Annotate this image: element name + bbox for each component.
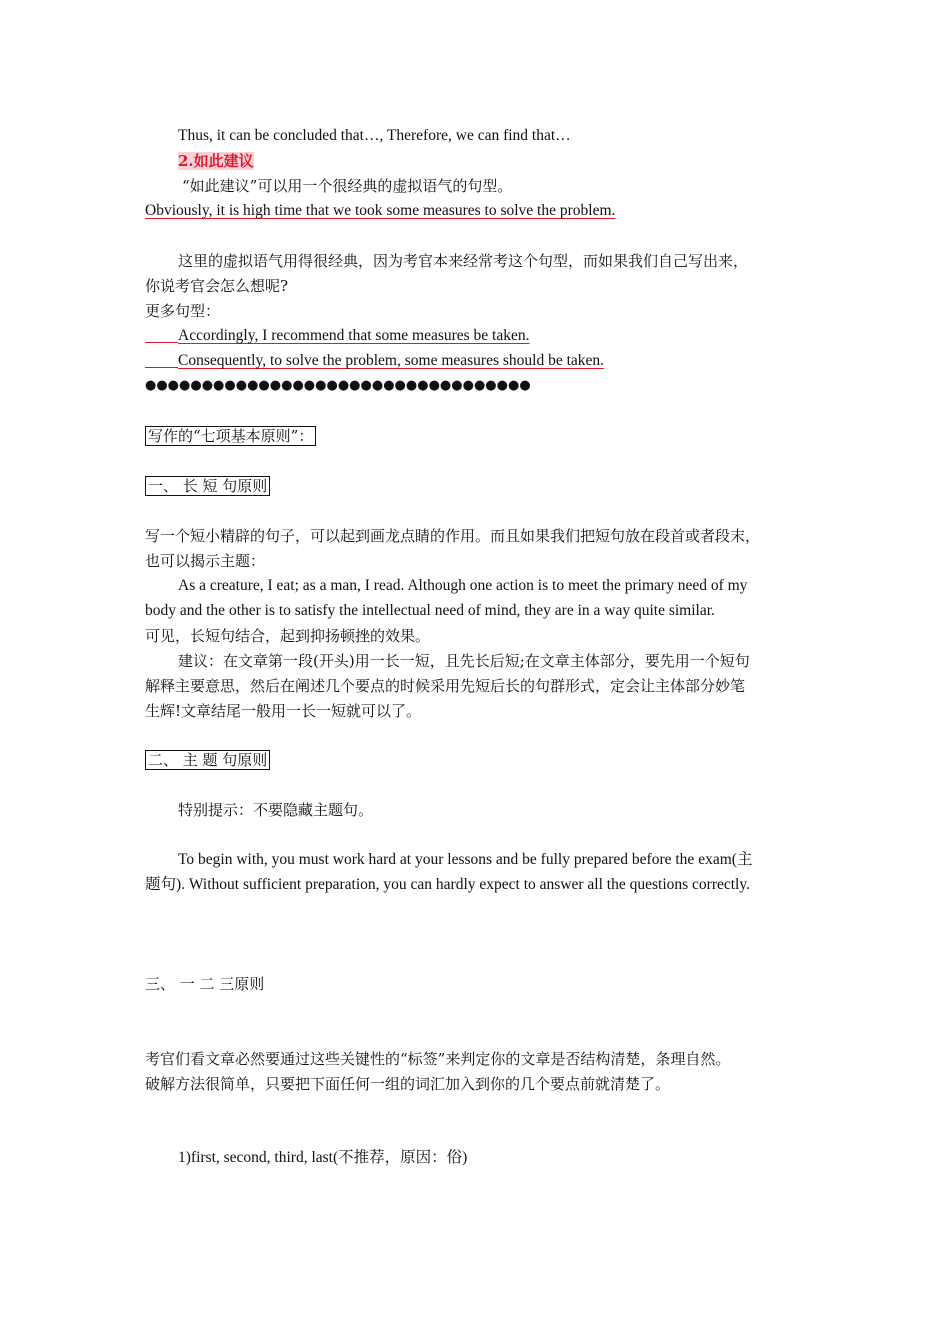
principle-2-title: [145, 750, 270, 770]
principle-1-conclusion: 可见，长短句结合，起到抑扬顿挫的效果。: [145, 627, 431, 645]
dot-separator: ●●●●●●●●●●●●●●●●●●●●●●●●●●●●●●●●●●: [145, 378, 531, 393]
suggestion-intro: “如此建议”可以用一个很经典的虚拟语气的句型。: [182, 177, 513, 195]
principle-3-text-2: 破解方法很简单，只要把下面任何一组的词汇加入到你的几个要点前就清楚了。: [145, 1075, 671, 1093]
principle-1-text-1: 写一个短小精辟的句子，可以起到画龙点睛的作用。而且如果我们把短句放在段首或者段末，: [145, 527, 761, 545]
explanation-line-1: 这里的虚拟语气用得很经典，因为考官本来经常考这个句型，而如果我们自己写出来，: [178, 252, 749, 270]
seven-principles-title: [145, 426, 316, 446]
principle-2-example-2: 题句). Without sufficient preparation, you can hardly expect to answer all the questions correctly.: [145, 876, 750, 893]
more-patterns-label: 更多句型：: [145, 302, 221, 320]
pattern-accordingly-text: Accordingly, I recommend that some measures be taken.: [178, 327, 530, 344]
principle-2-example-1: To begin with, you must work hard at your lessons and be fully prepared before the exam(主: [178, 851, 753, 868]
principle-1-text-2: 也可以揭示主题：: [145, 552, 266, 570]
example-sentence-high-time: [145, 201, 615, 221]
pattern-accordingly: [145, 326, 530, 346]
principle-3-text-1: 考官们看文章必然要通过这些关键性的“标签”来判定你的文章是否结构清楚，条理自然。: [145, 1050, 731, 1068]
principle-2-tip: 特别提示：不要隐藏主题句。: [178, 801, 374, 819]
example-sentence-text: Obviously, it is high time that we took some measures to solve the problem.: [145, 202, 616, 219]
principle-1-advice-3: 生辉!文章结尾一般用一长一短就可以了。: [145, 702, 422, 720]
principle-2-box: 二、 主 题 句原则: [145, 750, 270, 770]
section-heading-text: 2.如此建议: [178, 152, 254, 170]
principle-1-advice-2: 解释主要意思，然后在阐述几个要点的时候采用先短后长的句群形式，定会让主体部分妙笔: [145, 677, 746, 695]
principle-1-example-1: As a creature, I eat; as a man, I read. Although one action is to meet the primary need of my: [178, 577, 748, 594]
principle-1-advice-1: 建议：在文章第一段(开头)用一长一短，且先长后短;在文章主体部分，要先用一个短句: [178, 652, 750, 670]
indent-underline: [145, 326, 178, 343]
conclusion-phrases: Thus, it can be concluded that…, Therefore, we can find that…: [178, 127, 571, 144]
section-heading-suggestion: [178, 151, 254, 171]
principle-1-example-2: body and the other is to satisfy the intellectual need of mind, they are in a way quite similar.: [145, 602, 715, 619]
indent-underline: [145, 351, 178, 368]
seven-principles-box: 写作的“七项基本原则”：: [145, 426, 316, 446]
principle-3-list-item-1: 1)first, second, third, last(不推荐，原因：俗): [178, 1149, 468, 1166]
pattern-consequently: [145, 351, 604, 371]
principle-1-title: [145, 476, 270, 496]
principle-3-title: 三、 一 二 三原则: [145, 975, 265, 993]
pattern-consequently-text: Consequently, to solve the problem, some measures should be taken.: [178, 352, 605, 369]
principle-1-box: 一、 长 短 句原则: [145, 476, 270, 496]
explanation-line-2: 你说考官会怎么想呢?: [145, 277, 289, 295]
